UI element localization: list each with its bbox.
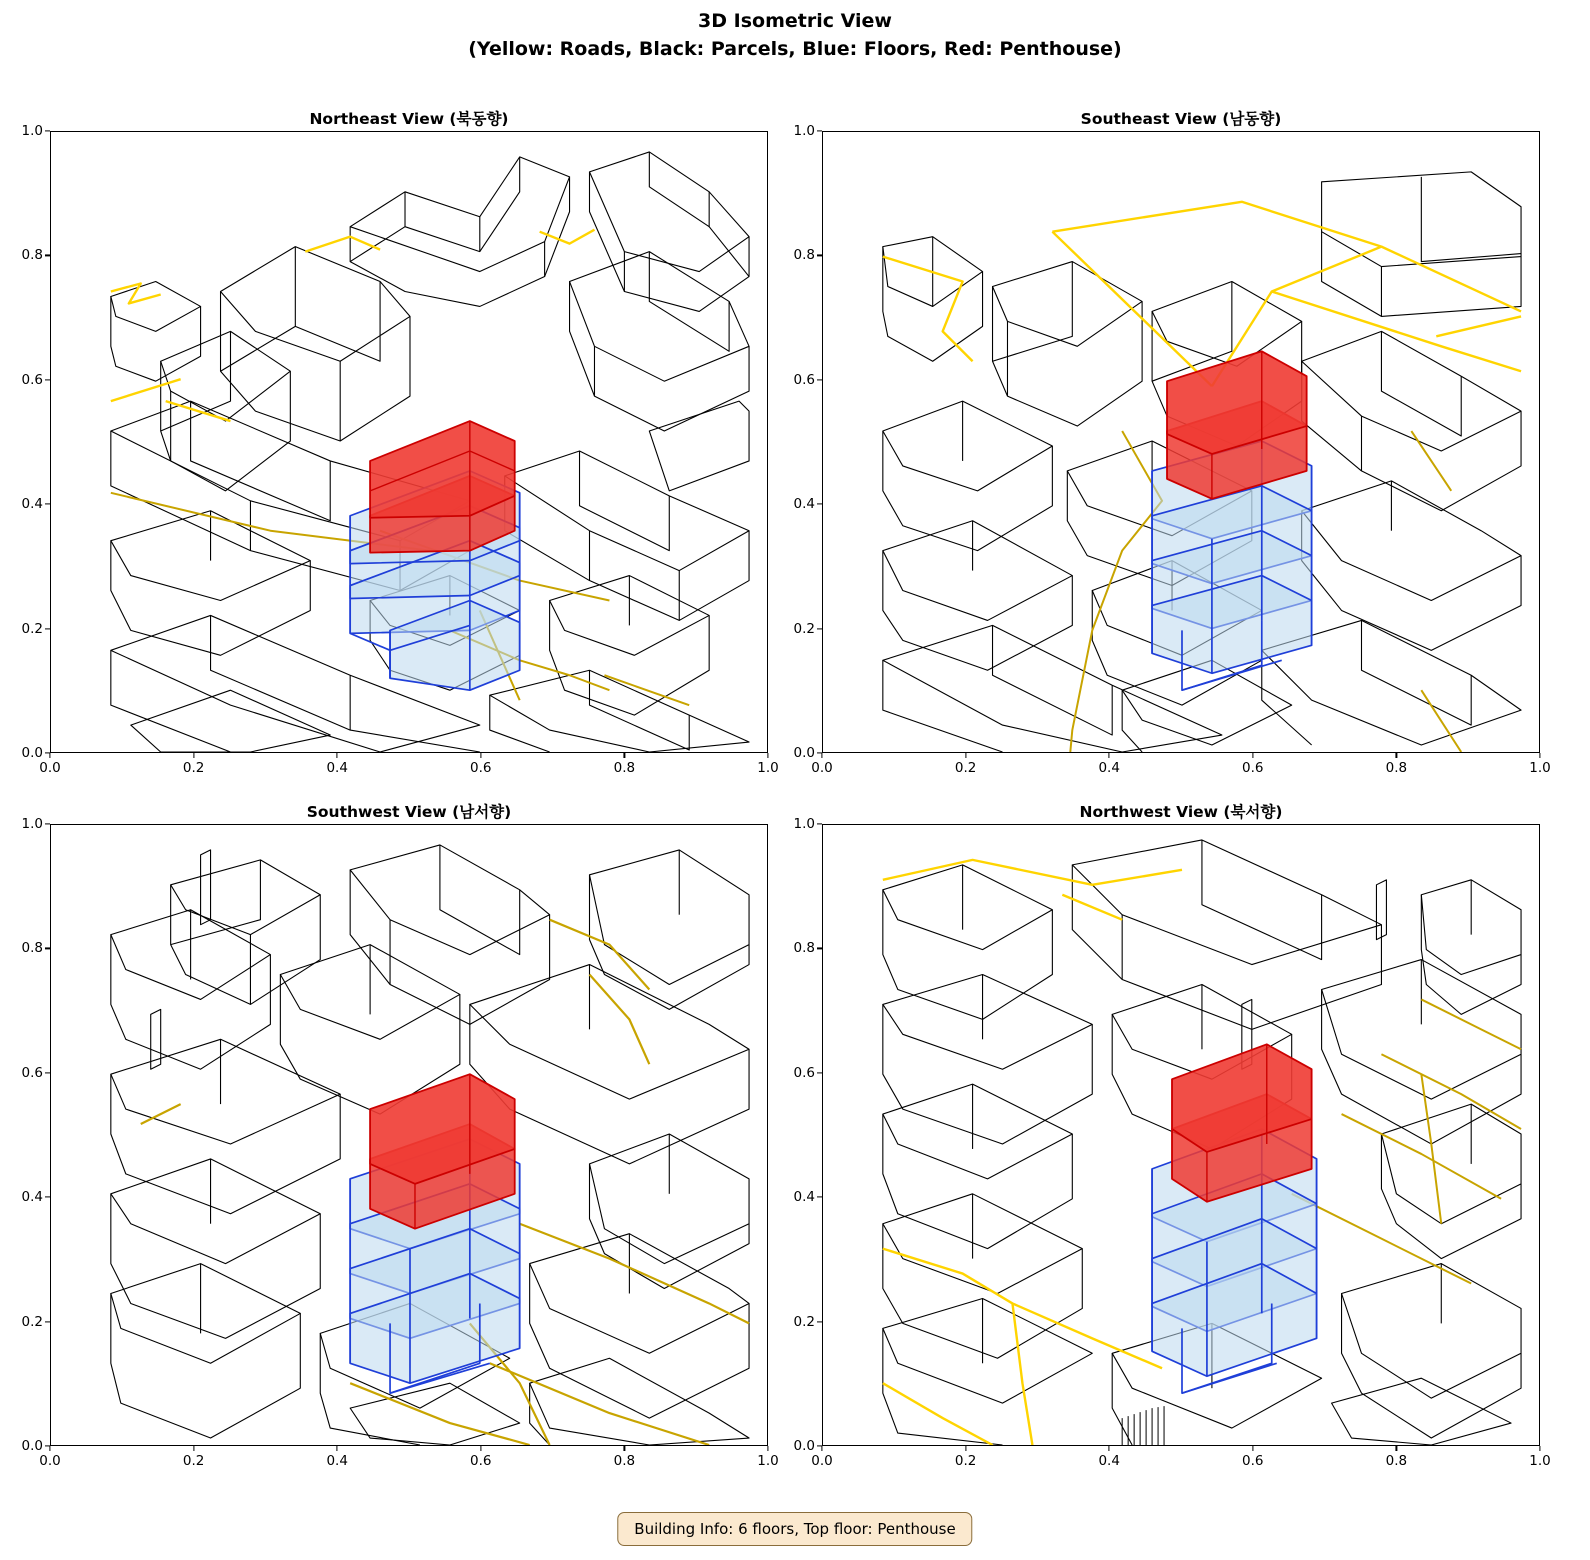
- ytick-label: 0.8: [793, 247, 815, 264]
- ytick-label: 0.6: [793, 1064, 815, 1081]
- xtick-label: 0.0: [39, 760, 61, 776]
- panel-northeast-plot[interactable]: [50, 131, 768, 753]
- xtick-label: 0.4: [1098, 760, 1120, 776]
- xtick-label: 1.0: [1529, 1453, 1551, 1469]
- panel-southwest-title: Southwest View (남서향): [306, 803, 512, 821]
- building-info-badge: Building Info: 6 floors, Top floor: Penthouse: [617, 1512, 972, 1546]
- xtick-label: 0.8: [1385, 760, 1408, 776]
- panel-northwest: [793, 803, 1551, 1469]
- ytick-label: 0.6: [21, 371, 43, 388]
- ytick-label: 1.0: [793, 123, 815, 139]
- xtick-label: 1.0: [757, 1453, 779, 1469]
- panel-southeast: [793, 110, 1551, 776]
- ytick-label: 0.6: [793, 371, 815, 388]
- ytick-label: 0.4: [793, 496, 815, 513]
- xtick-label: 0.2: [954, 1453, 977, 1469]
- xtick-label: 0.6: [1242, 760, 1264, 776]
- xtick-label: 0.0: [811, 760, 833, 776]
- panel-southwest-plot[interactable]: [50, 824, 768, 1446]
- ytick-label: 0.2: [793, 620, 815, 637]
- xtick-label: 0.8: [613, 760, 636, 776]
- ytick-label: 1.0: [21, 816, 43, 832]
- xtick-label: 0.8: [1385, 1453, 1408, 1469]
- ytick-label: 0.4: [21, 496, 43, 513]
- panel-northwest-title: Northwest View (북서향): [1079, 803, 1283, 821]
- xtick-label: 0.8: [613, 1453, 636, 1469]
- ytick-label: 0.2: [21, 620, 43, 637]
- xtick-label: 0.6: [470, 1453, 492, 1469]
- ytick-label: 0.0: [793, 745, 815, 761]
- ytick-label: 0.0: [793, 1438, 815, 1454]
- ytick-label: 0.8: [21, 940, 43, 957]
- xtick-label: 0.6: [470, 760, 492, 776]
- xtick-label: 0.0: [811, 1453, 833, 1469]
- ytick-label: 0.8: [793, 940, 815, 957]
- panel-northwest-plot[interactable]: [822, 824, 1540, 1446]
- ytick-label: 0.2: [21, 1313, 43, 1330]
- ytick-label: 0.0: [21, 745, 43, 761]
- ytick-label: 0.8: [21, 247, 43, 264]
- xtick-label: 1.0: [1529, 760, 1551, 776]
- ytick-label: 0.6: [21, 1064, 43, 1081]
- xtick-label: 0.4: [1098, 1453, 1120, 1469]
- xtick-label: 0.0: [39, 1453, 61, 1469]
- panel-northeast: [21, 110, 779, 776]
- panel-southeast-title: Southeast View (남동향): [1080, 110, 1282, 128]
- panel-southwest: [21, 803, 779, 1469]
- panel-southeast-plot[interactable]: [822, 131, 1540, 753]
- figure-suptitle: [0, 8, 1590, 63]
- xtick-label: 1.0: [757, 760, 779, 776]
- ytick-label: 0.0: [21, 1438, 43, 1454]
- ytick-label: 0.2: [793, 1313, 815, 1330]
- xtick-label: 0.6: [1242, 1453, 1264, 1469]
- xtick-label: 0.2: [182, 1453, 205, 1469]
- xtick-label: 0.2: [954, 760, 977, 776]
- ytick-label: 1.0: [21, 123, 43, 139]
- xtick-label: 0.4: [326, 760, 348, 776]
- ytick-label: 0.4: [21, 1189, 43, 1206]
- ytick-label: 0.4: [793, 1189, 815, 1206]
- panel-northeast-title: Northeast View (북동향): [309, 110, 509, 128]
- xtick-label: 0.2: [182, 760, 205, 776]
- suptitle-line1: 3D Isometric View: [698, 10, 892, 32]
- suptitle-line2: (Yellow: Roads, Black: Parcels, Blue: Floors, Red: Penthouse): [468, 37, 1122, 60]
- xtick-label: 0.4: [326, 1453, 348, 1469]
- ytick-label: 1.0: [793, 816, 815, 832]
